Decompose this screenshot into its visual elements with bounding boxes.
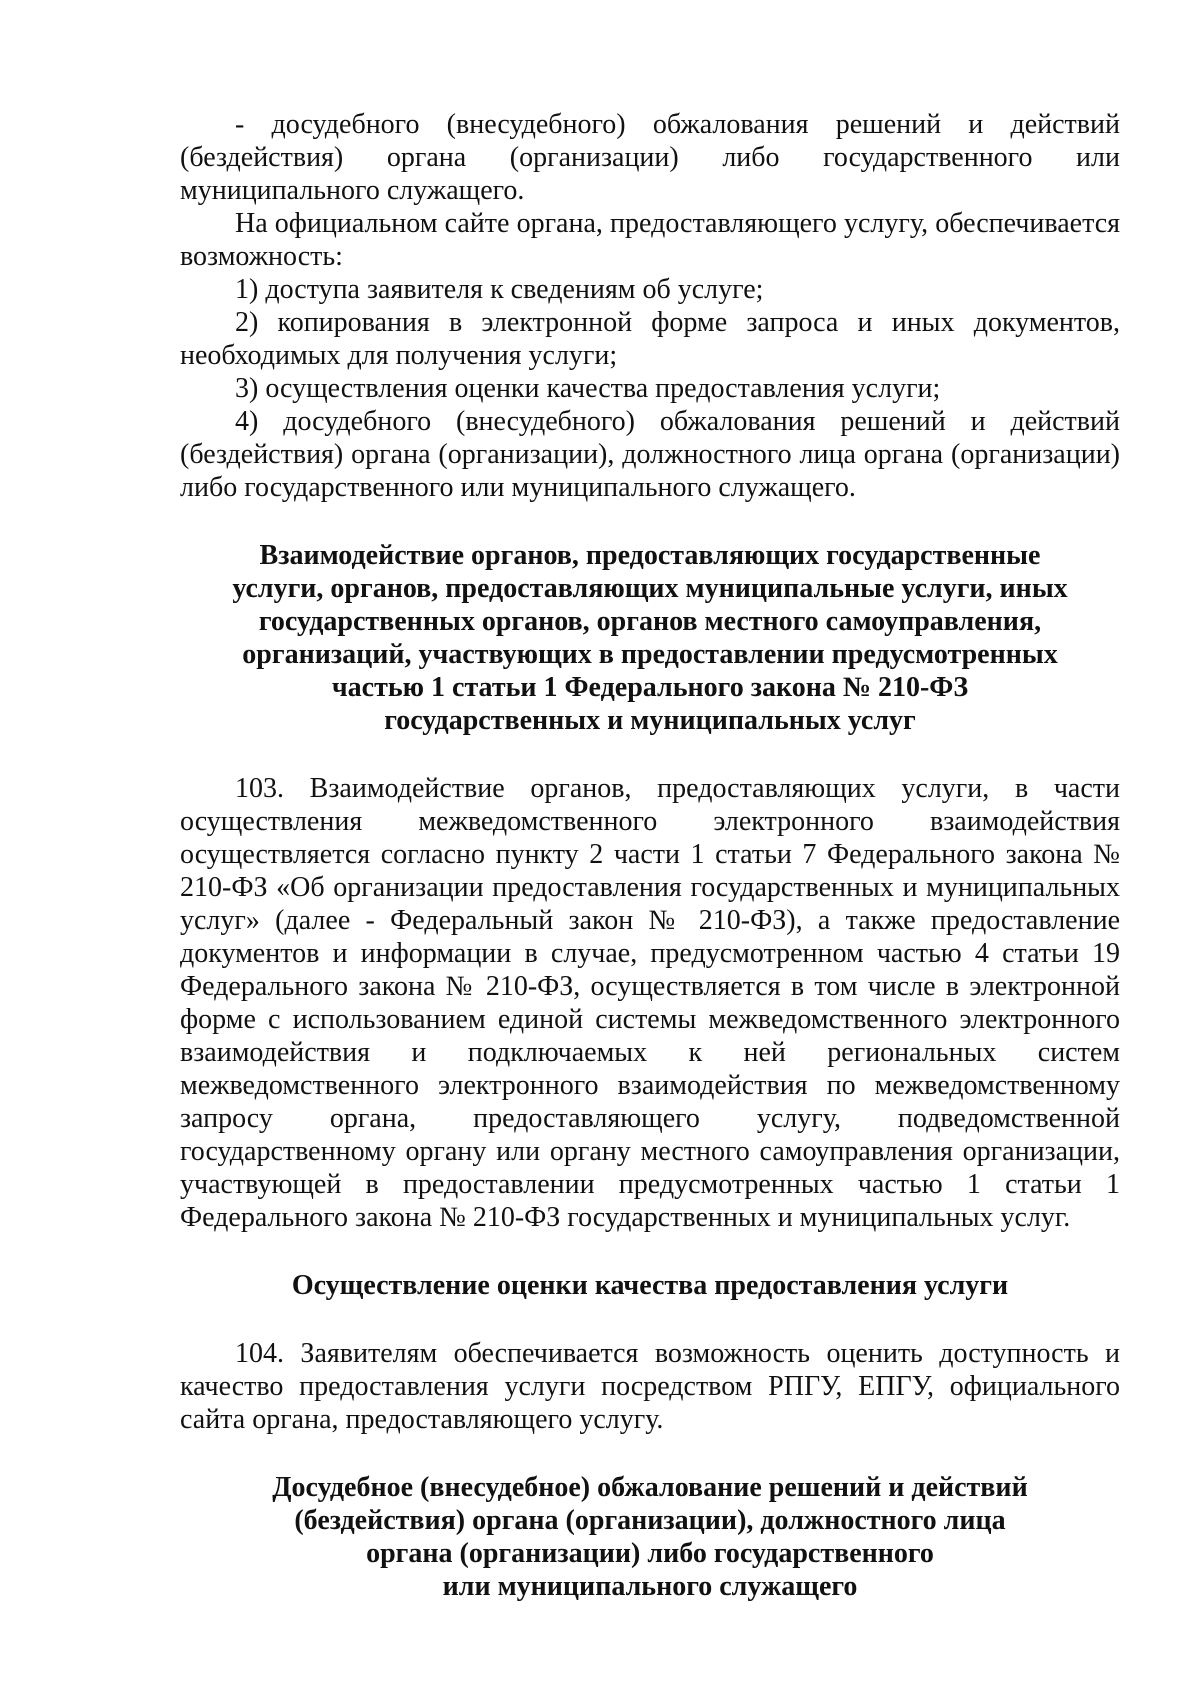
section-heading-appeal: [180, 1471, 1120, 1603]
list-item-4: 4) досудебного (внесудебного) обжалования решений и действий (бездействия) органа (организации), должностного лица органа (организации) либо государственного или муниципального служащего.: [180, 406, 1120, 503]
paragraph-103: 103. Взаимодействие органов, предоставляющих услуги, в части осуществления межведомственного электронного взаимодействия осуществляется согласно пункту 2 части 1 статьи 7 Федерального закона № 210-ФЗ «Об организации предоставления государственных и муниципальных услуг» (далее - Федеральный закон № 210-ФЗ), а также предоставление документов и информации в случае, предусмотренном частью 4 статьи 19 Федерального закона № 210-ФЗ, осуществляется в том числе в электронной форме с использованием единой системы межведомственного электронного взаимодействия и подключаемых к ней региональных систем межведомственного электронного взаимодействия по межведомственному запросу органа, предоставляющего услугу, подведомственной государственному органу или органу местного самоуправления организации, участвующей в предоставлении предусмотренных частью 1 статьи 1 Федерального закона № 210-ФЗ государственных и муниципальных услуг.: [180, 773, 1120, 1233]
heading-line: (бездействия) органа (организации), должностного лица: [294, 1505, 1006, 1536]
section-heading-interaction: [180, 539, 1120, 737]
heading-line: Взаимодействие органов, предоставляющих государственные: [259, 540, 1041, 571]
heading-line: услуги, органов, предоставляющих муниципальные услуги, иных: [232, 573, 1068, 604]
list-item-3: 3) осуществления оценки качества предоставления услуги;: [235, 373, 941, 404]
heading-line: Досудебное (внесудебное) обжалование решений и действий: [272, 1472, 1028, 1503]
heading-line: органа (организации) либо государственного: [366, 1538, 934, 1569]
document-page: [180, 108, 1120, 1603]
heading-line: или муниципального служащего: [442, 1571, 858, 1602]
heading-line: организаций, участвующих в предоставлении предусмотренных: [242, 639, 1058, 670]
paragraph-104: 104. Заявителям обеспечивается возможность оценить доступность и качество предоставления услуги посредством РПГУ, ЕПГУ, официального сайта органа, предоставляющего услугу.: [180, 1338, 1120, 1435]
heading-line: частью 1 статьи 1 Федерального закона № 210-ФЗ: [331, 672, 969, 703]
list-item-1: 1) доступа заявителя к сведениям об услуге;: [235, 274, 764, 305]
paragraph-appeal-item: - досудебного (внесудебного) обжалования решений и действий (бездействия) органа (организации) либо государственного или муниципального служащего.: [180, 109, 1120, 206]
heading-line: Осуществление оценки качества предоставления услуги: [291, 1270, 1009, 1301]
heading-line: государственных и муниципальных услуг: [384, 705, 916, 736]
section-heading-quality: [180, 1269, 1120, 1302]
heading-line: государственных органов, органов местного самоуправления,: [258, 606, 1042, 637]
list-item-2: 2) копирования в электронной форме запроса и иных документов, необходимых для получения услуги;: [180, 307, 1120, 371]
paragraph-site-intro: На официальном сайте органа, предоставляющего услугу, обеспечивается возможность:: [180, 208, 1120, 272]
